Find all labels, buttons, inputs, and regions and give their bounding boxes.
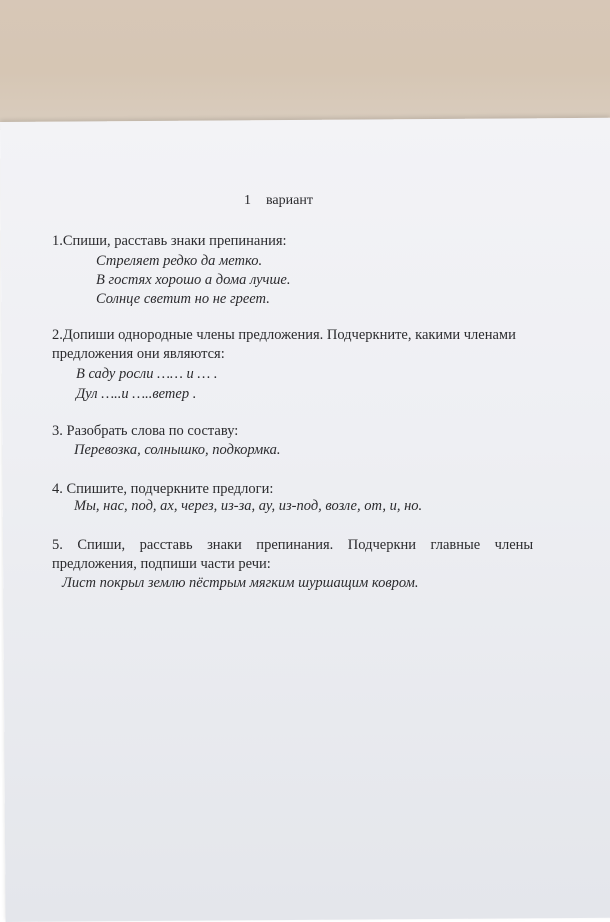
task-1-example-3: Солнце светит но не греет.	[96, 291, 270, 307]
task-3-instruction: 3. Разобрать слова по составу:	[52, 423, 239, 439]
task-5-instruction-line-1: 5. Спиши, расставь знаки препинания. Подчеркни главные члены	[52, 537, 534, 553]
variant-word: вариант	[266, 193, 313, 208]
task-5-instruction-line-2: предложения, подпиши части речи:	[52, 556, 271, 572]
task-4-example: Мы, нас, под, ах, через, из-за, ау, из-под, возле, от, и, но.	[74, 498, 423, 514]
task-3-example: Перевозка, солнышко, подкормка.	[74, 442, 281, 458]
task-1-instruction: 1.Спиши, расставь знаки препинания:	[52, 233, 287, 249]
task-2-example-2: Дул …..и …..ветер .	[76, 386, 197, 402]
task-2-example-1: В саду росли …… и … .	[76, 366, 218, 382]
task-1-example-2: В гостях хорошо а дома лучше.	[96, 272, 291, 288]
task-4-instruction: 4. Спишите, подчеркните предлоги:	[52, 481, 274, 497]
task-2-instruction-line-1: 2.Допиши однородные члены предложения. Подчеркните, какими членами	[52, 327, 516, 343]
task-1-example-1: Стреляет редко да метко.	[96, 253, 263, 269]
variant-number: 1	[244, 193, 251, 208]
task-2-instruction-line-2: предложения они являются:	[52, 346, 225, 362]
task-5-example: Лист покрыл землю пёстрым мягким шуршащим ковром.	[62, 575, 419, 591]
